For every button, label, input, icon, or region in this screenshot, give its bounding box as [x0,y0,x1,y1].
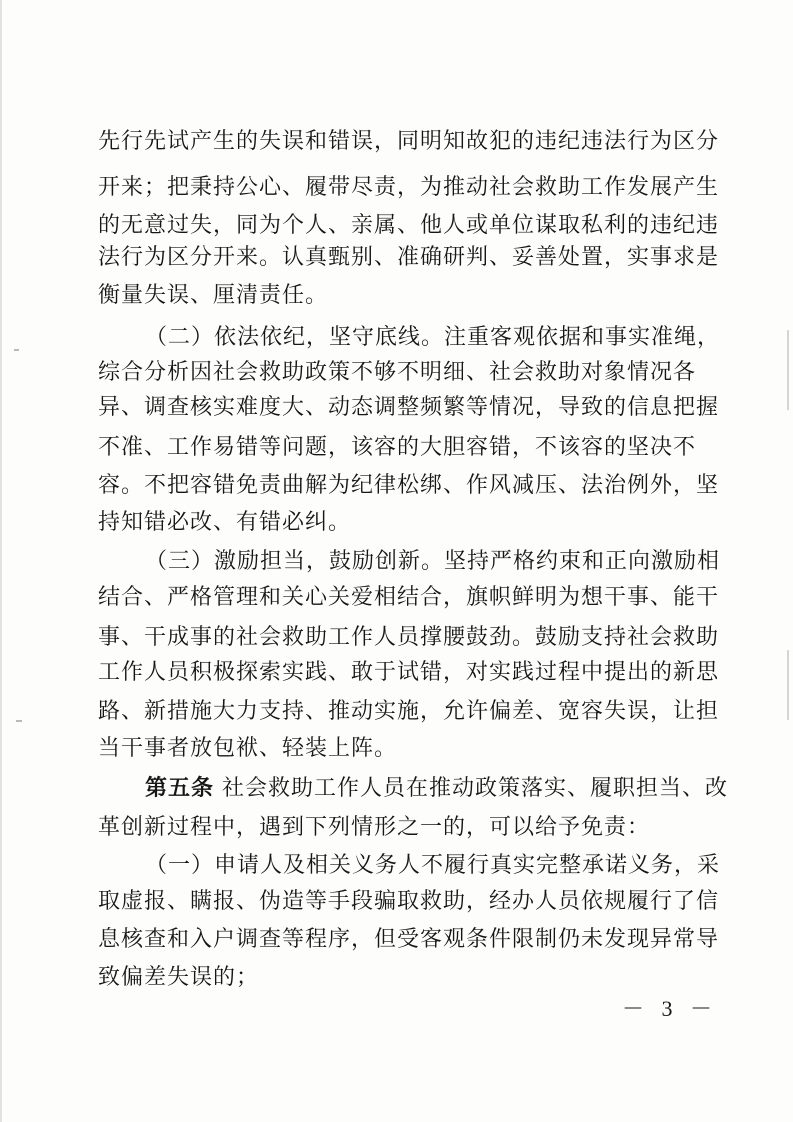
scan-edge-mark [787,330,789,410]
section-heading-line: （二）依法依纪，坚守底线。注重客观依据和事实准绳， [145,325,721,350]
paragraph-line: 取虚报、瞒报、伪造等手段骗取救助，经办人员依规履行了信 [98,889,720,914]
paragraph-line: 衡量失误、厘清责任。 [98,283,329,308]
paragraph-line: 容。不把容错免责曲解为纪律松绑、作风减压、法治例外，坚 [98,473,720,498]
paragraph-line: 法行为区分开来。认真甄别、准确研判、妥善处置，实事求是 [98,245,720,270]
scan-edge-mark [14,349,19,351]
article-label: 第五条 [145,776,215,801]
paragraph-line: 持知错必改、有错必纠。 [98,510,352,535]
scan-edge-mark [787,650,789,720]
article-text: 社会救助工作人员在推动政策落实、履职担当、改 [222,776,729,801]
paragraph-line: 的无意过失，同为个人、亲属、他人或单位谋取私利的违纪违 [98,213,720,238]
paragraph-line: 先行先试产生的失误和错误，同明知故犯的违纪违法行为区分 [98,129,720,154]
paragraph-line: 结合、严格管理和关心关爱相结合，旗帜鲜明为想干事、能干 [98,585,720,610]
paragraph-line: 致偏差失误的； [98,965,260,990]
paragraph-line: 异、调查核实难度大、动态调整频繁等情况，导致的信息把握 [98,395,720,420]
scan-edge-mark [0,0,2,1122]
paragraph-line: 不准、工作易错等问题，该容的大胆容错，不该容的坚决不 [98,435,697,460]
page-number: － 3 － [622,996,719,1021]
section-heading-line: （一）申请人及相关义务人不履行真实完整承诺义务，采 [145,853,721,878]
paragraph-line: 路、新措施大力支持、推动实施，允许偏差、宽容失误，让担 [98,699,720,724]
scan-edge-mark [16,720,22,722]
paragraph-line: 息核查和入户调查等程序，但受客观条件限制仍未发现异常导 [98,927,720,952]
article-line [145,774,728,804]
section-heading-line: （三）激励担当，鼓励创新。坚持严格约束和正向激励相 [145,549,721,574]
paragraph-line: 开来；把秉持公心、履带尽责，为推动社会救助工作发展产生 [98,175,720,200]
paragraph-line: 革创新过程中，遇到下列情形之一的，可以给予免责： [98,815,651,840]
paragraph-line: 工作人员积极探索实践、敢于试错，对实践过程中提出的新思 [98,660,720,685]
paragraph-line: 事、干成事的社会救助工作人员撑腰鼓劲。鼓励支持社会救助 [98,625,720,650]
paragraph-line: 当干事者放包袱、轻装上阵。 [98,736,398,761]
paragraph-line: 综合分析因社会救助政策不够不明细、社会救助对象情况各 [98,360,697,385]
